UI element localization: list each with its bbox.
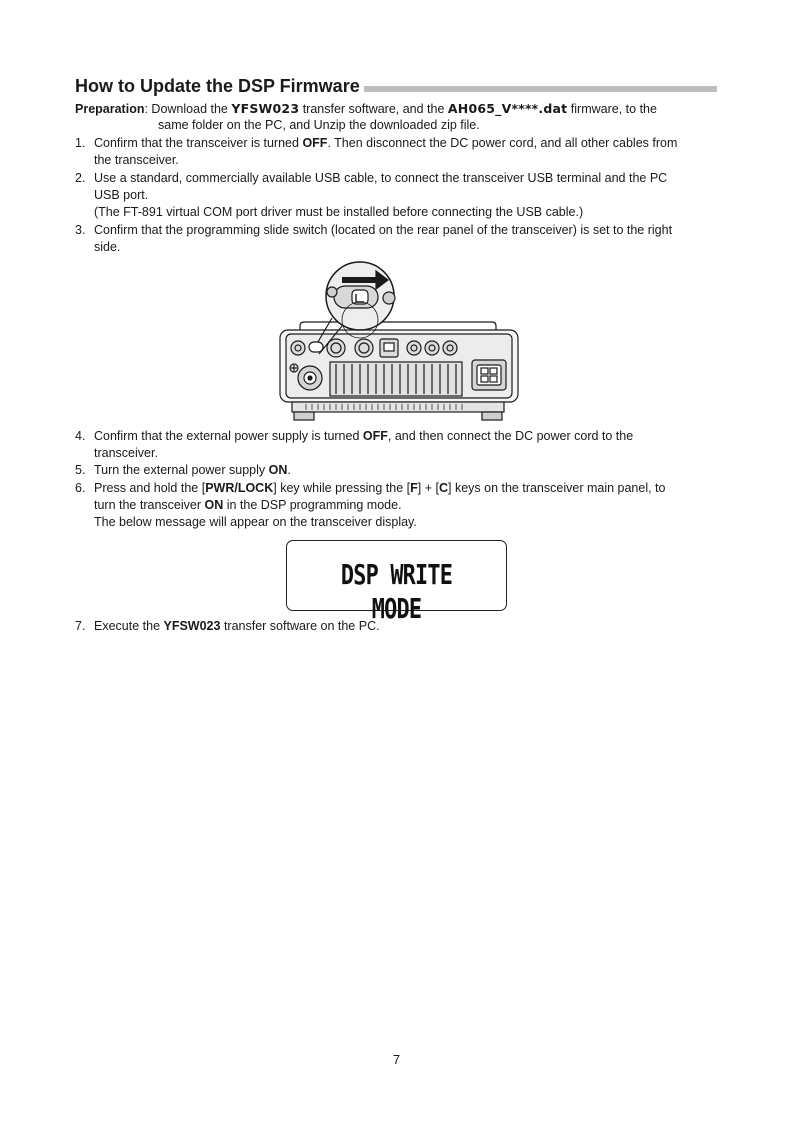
step-4-line-2: transceiver. [94, 446, 158, 460]
step-7-line-1: Execute the YFSW023 transfer software on the PC. [94, 619, 380, 633]
step-2-line-1: Use a standard, commercially available USB cable, to connect the transceiver USB terminal and the PC [94, 171, 668, 185]
step-6-line-1: Press and hold the [PWR/LOCK] key while pressing the [F] + [C] keys on the transceiver main panel, to [94, 481, 666, 495]
page-number: 7 [392, 1052, 401, 1067]
preparation-line-1: Preparation: Download the YFSW023 transfer software, and the AH065_V****.dat firmware, to the [75, 101, 657, 116]
page-title: How to Update the DSP Firmware [75, 76, 364, 96]
step-4-number: 4. [75, 429, 86, 443]
preparation-line-2: same folder on the PC, and Unzip the downloaded zip file. [158, 118, 480, 132]
step-1-line-2: the transceiver. [94, 153, 179, 167]
step-7-number: 7. [75, 619, 86, 633]
step-3-line-2: side. [94, 240, 121, 254]
step-2-note: (The FT-891 virtual COM port driver must be installed before connecting the USB cable.) [94, 205, 584, 219]
step-1-line-1: Confirm that the transceiver is turned OFF. Then disconnect the DC power cord, and all other cables from [94, 136, 678, 150]
firmware-file-name: AH065_V****.dat [447, 101, 568, 116]
step-1-number: 1. [75, 136, 86, 150]
transceiver-display [286, 540, 507, 625]
step-5-number: 5. [75, 463, 86, 477]
preparation-label: Preparation [75, 102, 145, 116]
software-name: YFSW023 [231, 101, 300, 116]
step-6-number: 6. [75, 481, 86, 495]
step-6-line-3: The below message will appear on the transceiver display. [94, 515, 417, 529]
step-2-number: 2. [75, 171, 86, 185]
transceiver-rear-panel-illustration [272, 256, 522, 426]
section-heading [75, 76, 717, 96]
step-3-number: 3. [75, 223, 86, 237]
step-4-line-1: Confirm that the external power supply is turned OFF, and then connect the DC power cord to the [94, 429, 634, 443]
step-3-line-1: Confirm that the programming slide switch (located on the rear panel of the transceiver) is set to the right [94, 223, 673, 237]
display-message: DSP WRITE MODE [340, 558, 453, 625]
step-5-line-1: Turn the external power supply ON. [94, 463, 291, 477]
step-6-line-2: turn the transceiver ON in the DSP programming mode. [94, 498, 402, 512]
step-2-line-2: USB port. [94, 188, 149, 202]
